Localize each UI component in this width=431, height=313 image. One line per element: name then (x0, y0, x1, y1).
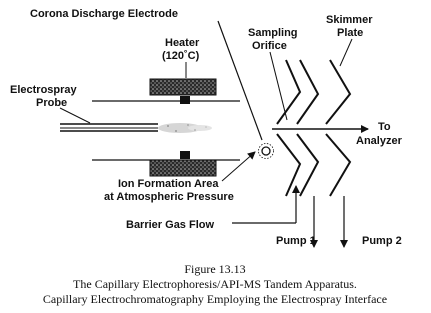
pump1-label: Pump 1 (276, 235, 316, 247)
heater-temperature-label: (120˚C) (162, 50, 200, 62)
figure-title: The Capillary Electrophoresis/API-MS Tandem Apparatus. (73, 277, 357, 291)
figure-subtitle: Capillary Electrochromatography Employing the Electrospray Interface (42, 292, 388, 306)
to-analyzer-label-line1: To (378, 121, 391, 133)
ion-formation-label-line2: at Atmospheric Pressure (104, 191, 234, 203)
electrospray-plume (158, 123, 212, 133)
heater-element-bottom (180, 151, 190, 159)
barrier-gas-label: Barrier Gas Flow (126, 219, 215, 231)
to-analyzer-label-line2: Analyzer (356, 135, 402, 147)
ion-formation-label-line1: Ion Formation Area (118, 178, 219, 190)
sampling-orifice-pointer (270, 52, 287, 120)
sampling-orifice-label-line1: Sampling (248, 27, 298, 39)
heater-label: Heater (165, 37, 200, 49)
skimmer-plate-pointer (340, 39, 352, 66)
skimmer-plate-upper (326, 60, 350, 124)
figure-number: Figure 13.13 (184, 262, 246, 276)
corona-electrode-label: Corona Discharge Electrode (30, 8, 178, 20)
pump2-label: Pump 2 (362, 235, 402, 247)
heater-block-bottom (150, 160, 216, 176)
probe-pointer (60, 108, 90, 123)
probe-label-line2: Probe (36, 97, 68, 109)
heater-element-top (180, 96, 190, 104)
ion-formation-spot (262, 147, 270, 155)
skimmer-plate-lower (326, 134, 350, 196)
sampling-orifice-label-line2: Orifice (252, 40, 287, 52)
skimmer-plate-label-line2: Plate (337, 27, 364, 39)
ion-formation-halo (259, 144, 274, 159)
heater-block-top (150, 79, 216, 95)
ion-formation-pointer (222, 152, 255, 181)
skimmer-plate-label-line1: Skimmer (326, 14, 373, 26)
probe-label-line1: Electrospray (10, 84, 77, 96)
